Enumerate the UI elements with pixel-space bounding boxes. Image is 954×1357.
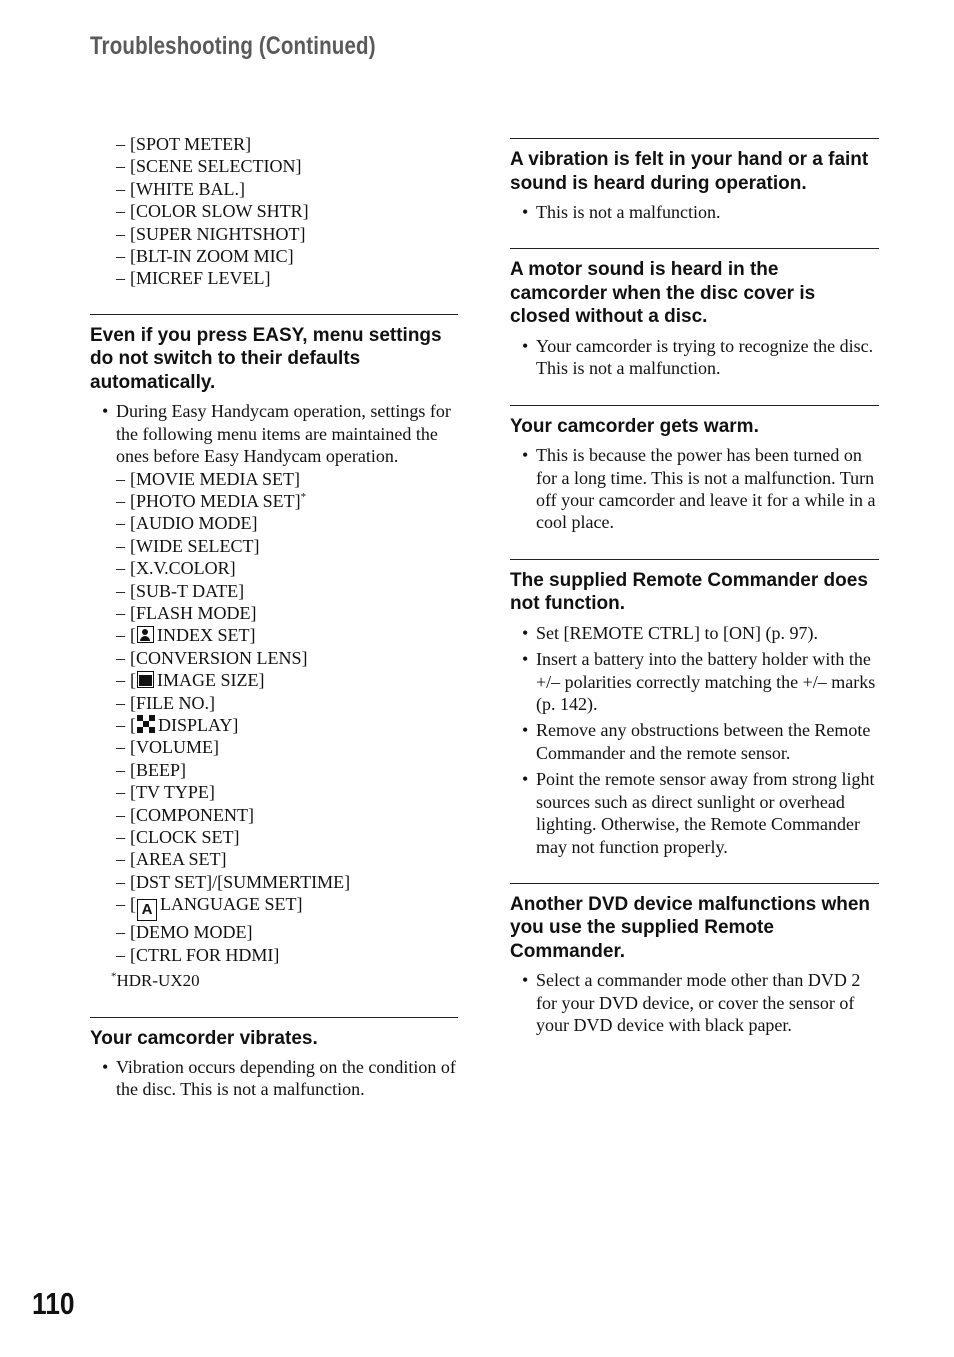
list-item: – [WHITE BAL.] [116,178,458,200]
bullet-item: • Select a commander mode other than DVD 2 for your DVD device, or cover the sensor of your DVD device with black paper. [510,969,879,1036]
continued-menu-list [90,133,458,290]
left-column [90,133,458,1125]
page-header: Troubleshooting (Continued) [90,32,376,60]
list-item: – [COLOR SLOW SHTR] [116,200,458,222]
right-column [510,138,879,1062]
section-heading: Another DVD device malfunctions when you use the supplied Remote Commander. [510,893,870,962]
bullet-list [510,201,879,223]
list-item: – [CONVERSION LENS] [116,647,458,669]
motor-sound-section [510,248,879,379]
page-number: 110 [32,1286,75,1321]
bullet-item: • This is not a malfunction. [510,201,879,223]
image-size-icon [137,671,154,688]
bullet-item: • Vibration occurs depending on the condition of the disc. This is not a malfunction. [90,1056,458,1101]
bullet-item: • Remove any obstructions between the Remote Commander and the remote sensor. [510,719,879,764]
list-item: – [COMPONENT] [116,804,458,826]
list-item: – [BEEP] [116,759,458,781]
list-item: – [ INDEX SET] [116,624,458,646]
language-icon: A [137,899,157,921]
vibrates-section [90,1017,458,1101]
section-heading: A motor sound is heard in the camcorder when the disc cover is closed without a disc. [510,259,816,328]
list-item: – [MICREF LEVEL] [116,267,458,289]
bullet-list [90,400,458,966]
section-heading: Even if you press EASY, menu settings do not switch to their defaults automatically. [90,324,442,393]
section-heading: Your camcorder gets warm. [510,415,759,437]
list-item: – [X.V.COLOR] [116,557,458,579]
list-item: – [BLT-IN ZOOM MIC] [116,245,458,267]
list-item: – [SPOT METER] [116,133,458,155]
list-item: – [CTRL FOR HDMI] [116,944,458,966]
bullet-list [510,969,879,1036]
display-icon [137,715,155,733]
bullet-item: • Your camcorder is trying to recognize the disc. This is not a malfunction. [510,335,879,380]
list-item: – [ DISPLAY] [116,714,458,736]
bullet-text: During Easy Handycam operation, settings for the following menu items are maintained the ones before Easy Handycam operation. [116,401,451,467]
list-item: – [TV TYPE] [116,781,458,803]
list-item: – [WIDE SELECT] [116,535,458,557]
face-index-icon [137,626,154,643]
list-item: – [CLOCK SET] [116,826,458,848]
list-item: – [ A LANGUAGE SET] [116,893,458,921]
list-item: – [VOLUME] [116,736,458,758]
bullet-item: • Point the remote sensor away from strong light sources such as direct sunlight or overhead lighting. Otherwise, the Remote Commander may not function properly. [510,768,879,858]
list-item: – [SUB-T DATE] [116,580,458,602]
bullet-item: • This is because the power has been turned on for a long time. This is not a malfunction. Turn off your camcorder and leave it for a while in a cool place. [510,444,879,534]
footnote: *HDR-UX20 [111,970,200,991]
bullet-item: • Set [REMOTE CTRL] to [ON] (p. 97). [510,622,879,644]
bullet-list [90,1056,458,1101]
list-item: – [ IMAGE SIZE] [116,669,458,691]
section-heading: Your camcorder vibrates. [90,1027,318,1049]
easy-settings-section [90,314,458,993]
maintained-menu-list [116,468,458,967]
list-item: – [AREA SET] [116,848,458,870]
dvd-device-section [510,883,879,1037]
bullet-item [90,400,458,966]
vibration-felt-section [510,138,879,223]
list-item: – [DEMO MODE] [116,921,458,943]
section-heading: The supplied Remote Commander does not function. [510,569,868,615]
bullet-list [510,622,879,858]
bullet-list [510,335,879,380]
list-item: – [AUDIO MODE] [116,512,458,534]
gets-warm-section [510,405,879,534]
list-item: – [DST SET]/[SUMMERTIME] [116,871,458,893]
list-item: – [MOVIE MEDIA SET] [116,468,458,490]
list-item: – [FLASH MODE] [116,602,458,624]
bullet-item: • Insert a battery into the battery holder with the +/– polarities correctly matching the +/– marks (p. 142). [510,648,879,715]
list-item: – [PHOTO MEDIA SET]* [116,490,458,512]
remote-commander-section [510,559,879,858]
footnote-mark: * [300,490,307,503]
list-item: – [FILE NO.] [116,692,458,714]
list-item: – [SCENE SELECTION] [116,155,458,177]
section-heading: A vibration is felt in your hand or a faint sound is heard during operation. [510,149,869,194]
bullet-list [510,444,879,534]
list-item: – [SUPER NIGHTSHOT] [116,223,458,245]
